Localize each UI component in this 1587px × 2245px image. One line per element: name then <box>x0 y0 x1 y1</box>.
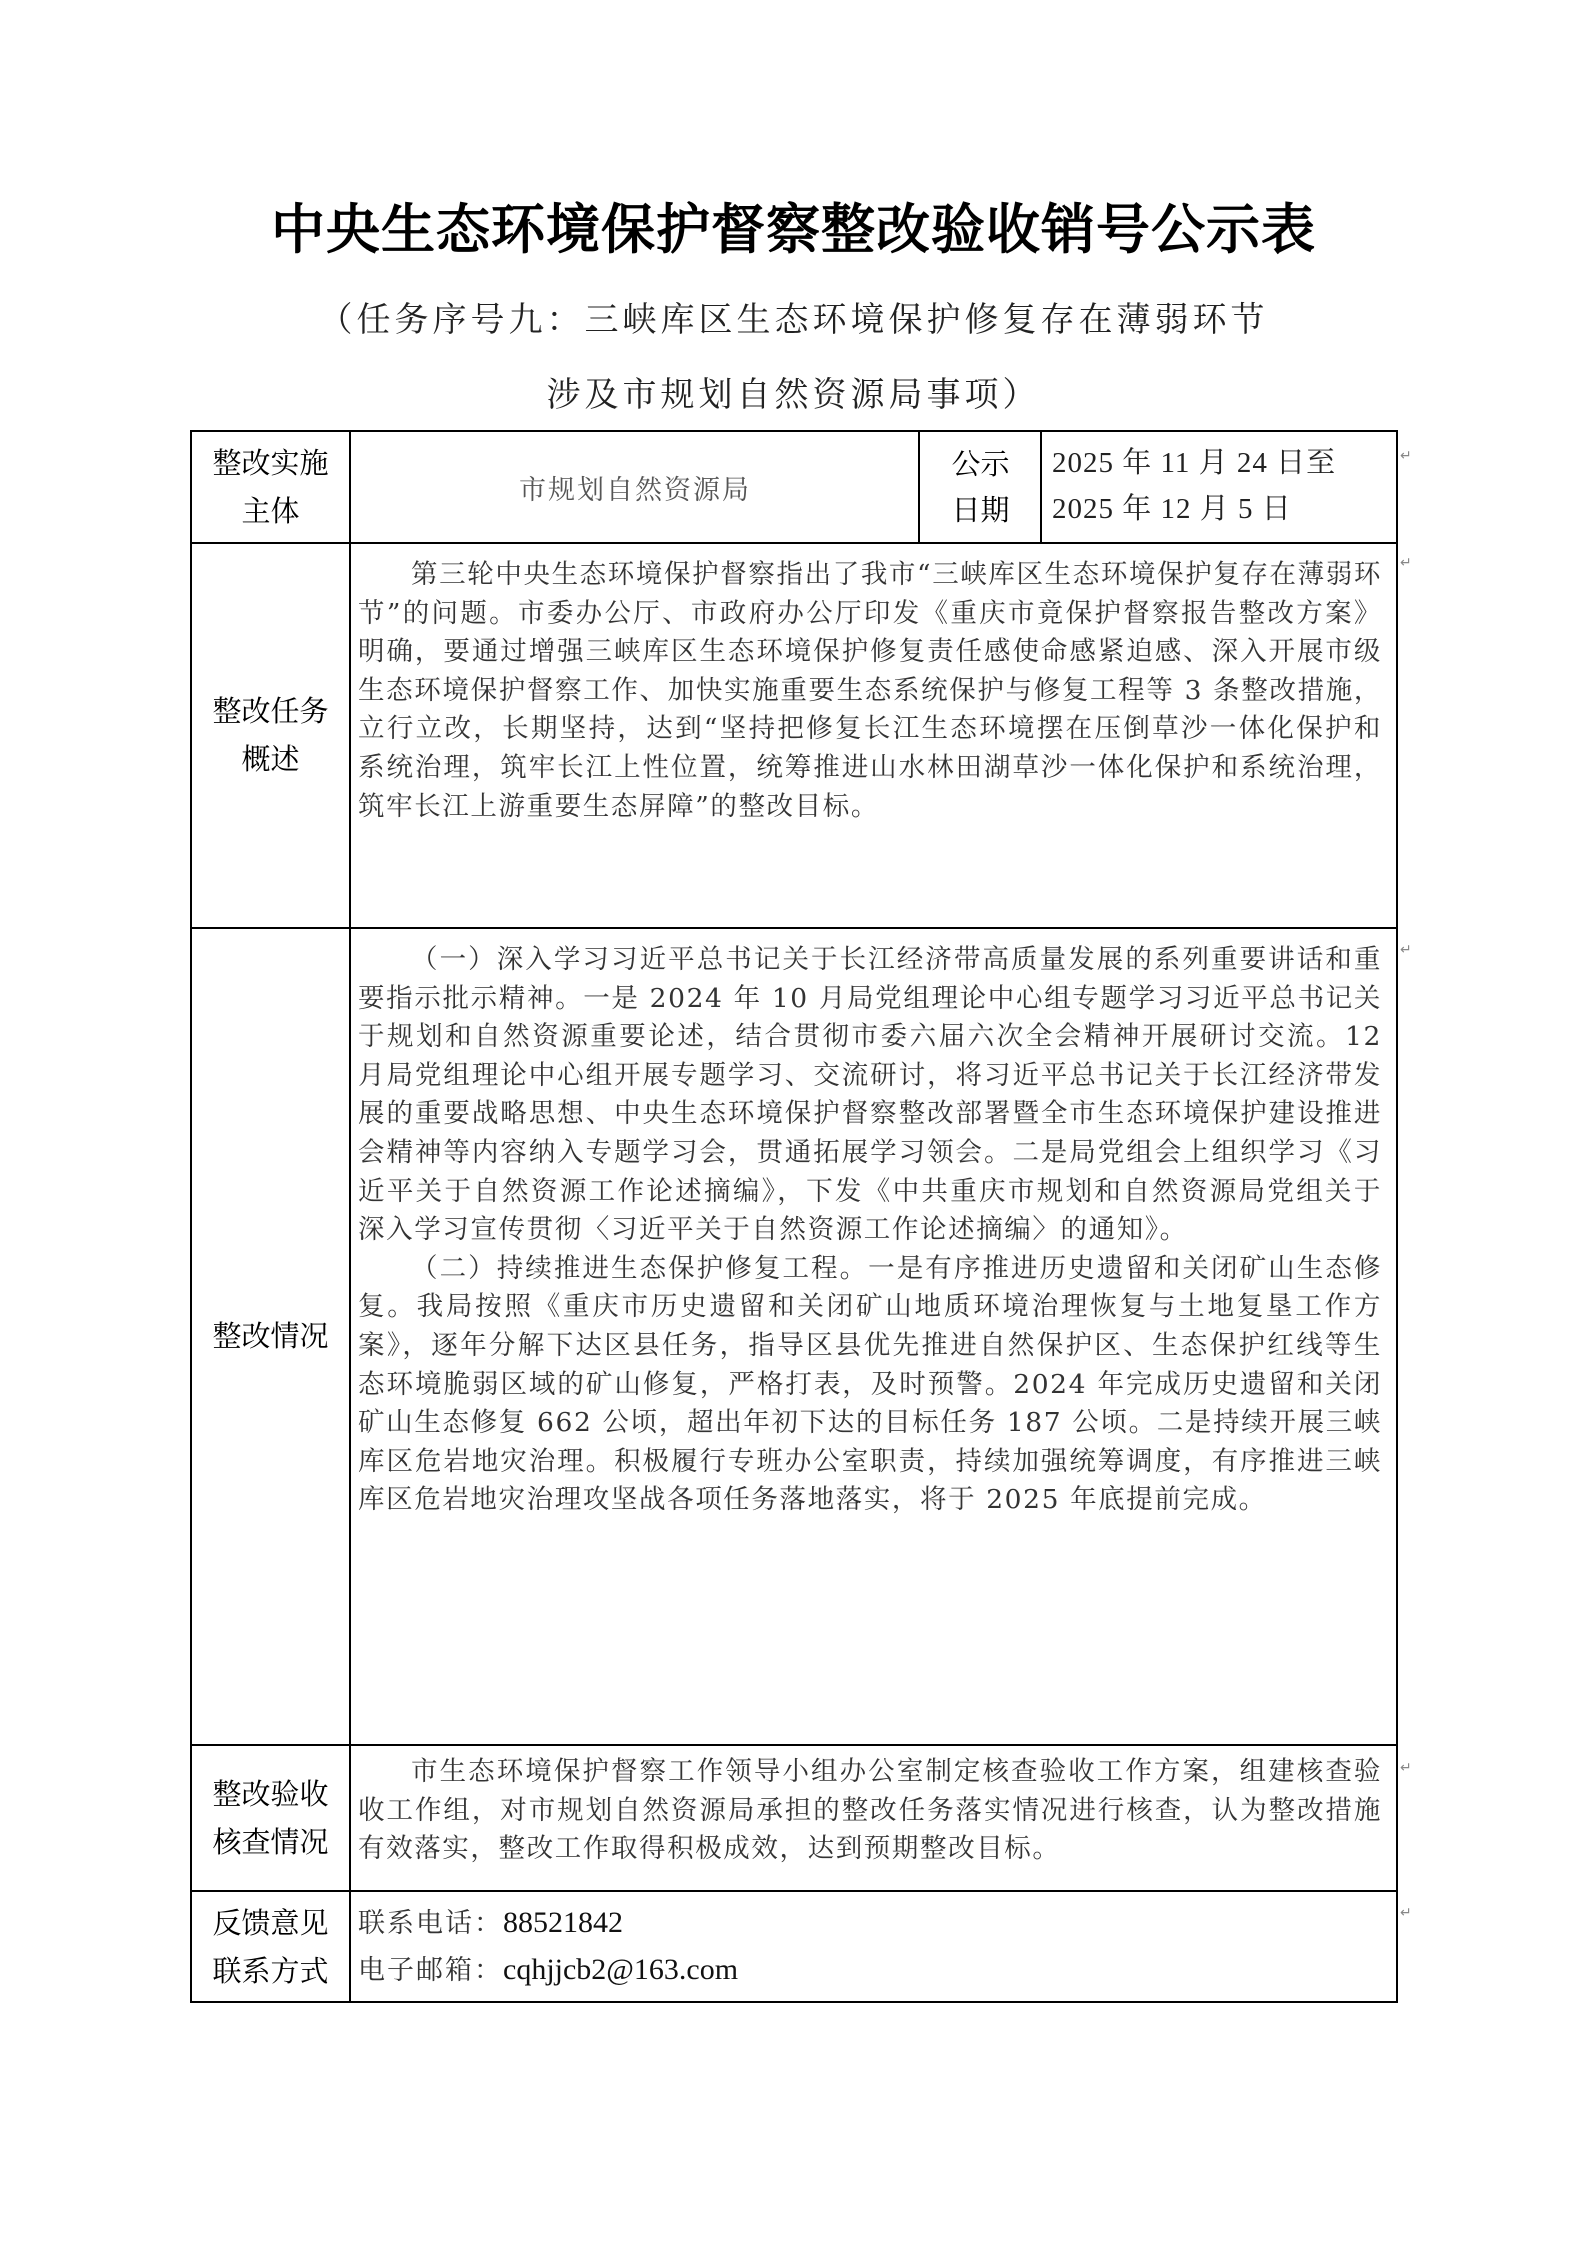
situation-paragraph-1: （一）深入学习习近平总书记关于长江经济带高质量发展的系列重要讲话和重要指示批示精神。一是 2024 年 10 月局党组理论中心组专题学习习近平总书记关于规划和自然资源重要论述，结合贯彻市委六届六次全会精神开展研讨交流。12 月局党组理论中心组开展专题学习、交流研讨，将习近平总书记关于长江经济带发展的重要战略思想、中央生态环境保护督察整改部署暨全市生态环境保护建设推进会精神等内容纳入专题学习会，贯通拓展学习领会。二是局党组会上组织学习《习近平关于自然资源工作论述摘编》，下发《中共重庆市规划和自然资源局党组关于深入学习宣传贯彻〈习近平关于自然资源工作论述摘编〉的通知》。 <box>358 944 1382 1246</box>
paragraph-mark-icon: ↵ <box>1400 942 1412 958</box>
document-subtitle-line2: 涉及市规划自然资源局事项） <box>546 375 1041 415</box>
verification-label-line1: 整改验收 <box>212 1776 329 1811</box>
situation-text <box>358 941 1382 1520</box>
date-label-line1: 公示 <box>951 447 1010 481</box>
date-line2: 2025 年 12 月 5 日 <box>1052 493 1292 525</box>
overview-label-line1: 整改任务 <box>212 694 329 728</box>
column-divider <box>349 432 351 2001</box>
document-subtitle-line1: （任务序号九：三峡库区生态环境保护修复存在薄弱环节 <box>318 300 1269 340</box>
overview-label <box>192 543 349 927</box>
verification-label <box>192 1745 349 1890</box>
overview-label-line2: 概述 <box>241 742 300 776</box>
contact-phone: 88521842 <box>503 1905 623 1939</box>
contact-email[interactable]: cqhjjcb2@163.com <box>503 1952 739 1986</box>
feedback-label-line1: 反馈意见 <box>212 1905 329 1940</box>
date-line1: 2025 年 11 月 24 日至 <box>1052 447 1337 479</box>
publication-date-value <box>1052 440 1392 532</box>
feedback-label-line2: 联系方式 <box>212 1953 329 1988</box>
implementer-label-line2: 主体 <box>241 494 300 528</box>
document-title: 中央生态环境保护督察整改验收销号公示表 <box>271 198 1316 261</box>
situation-paragraph-2: （二）持续推进生态保护修复工程。一是有序推进历史遗留和关闭矿山生态修复。我局按照《重庆市历史遗留和关闭矿山地质环境治理恢复与土地复垦工作方案》，逐年分解下达区县任务，指导区县优先推进自然保护区、生态保护红线等生态环境脆弱区域的矿山修复，严格打表，及时预警。2024 年完成历史遗留和关闭矿山生态修复 662 公顷，超出年初下达的目标任务 187 公顷。二是持续开展三峡库区危岩地灾治理。积极履行专班办公室职责，持续加强统筹调度，有序推进三峡库区危岩地灾治理攻坚战各项任务落地落实，将于 2025 年底提前完成。 <box>358 1252 1382 1516</box>
publication-date-label <box>920 432 1041 542</box>
verification-text <box>358 1753 1382 1869</box>
situation-label <box>192 928 349 1744</box>
paragraph-mark-icon: ↵ <box>1400 1905 1412 1921</box>
paragraph-mark-icon: ↵ <box>1400 555 1412 571</box>
implementer-label <box>192 432 349 542</box>
contact-phone-label: 联系电话： <box>358 1907 503 1939</box>
date-label-line2: 日期 <box>951 493 1010 527</box>
verification-paragraph: 市生态环境保护督察工作领导小组办公室制定核查验收工作方案，组建核查验收工作组，对市规划自然资源局承担的整改任务落实情况进行核查，认为整改措施有效落实，整改工作取得积极成效，达到预期整改目标。 <box>358 1756 1382 1865</box>
row-divider <box>192 1744 1396 1746</box>
verification-label-line2: 核查情况 <box>212 1824 329 1859</box>
feedback-contact <box>358 1891 1358 2002</box>
overview-paragraph: 第三轮中央生态环境保护督察指出了我市“三峡库区生态环境保护复存在薄弱环节”的问题。市委办公厅、市政府办公厅印发《重庆市竟保护督察报告整改方案》明确，要通过增强三峡库区生态环境保护修复责任感使命感紧迫感、深入开展市级生态环境保护督察工作、加快实施重要生态系统保护与修复工程等 3 条整改措施，立行立改，长期坚持，达到“坚持把修复长江生态环境摆在压倒草沙一体化保护和系统治理，筑牢长江上性位置，统筹推进山水林田湖草沙一体化保护和系统治理，筑牢长江上游重要生态屏障”的整改目标。 <box>358 559 1382 822</box>
contact-email-row <box>358 1947 1358 1994</box>
contact-email-label: 电子邮箱： <box>358 1954 503 1986</box>
feedback-label <box>192 1891 349 2002</box>
row-divider <box>192 542 1396 544</box>
paragraph-mark-icon: ↵ <box>1400 448 1412 464</box>
implementer-value: 市规划自然资源局 <box>519 474 751 506</box>
overview-text <box>358 556 1382 826</box>
paragraph-mark-icon: ↵ <box>1400 1760 1412 1776</box>
situation-label-text: 整改情况 <box>212 1319 329 1353</box>
row-divider <box>192 927 1396 929</box>
disclosure-table <box>190 430 1398 2003</box>
contact-phone-row <box>358 1900 1358 1947</box>
implementer-label-line1: 整改实施 <box>212 446 329 480</box>
